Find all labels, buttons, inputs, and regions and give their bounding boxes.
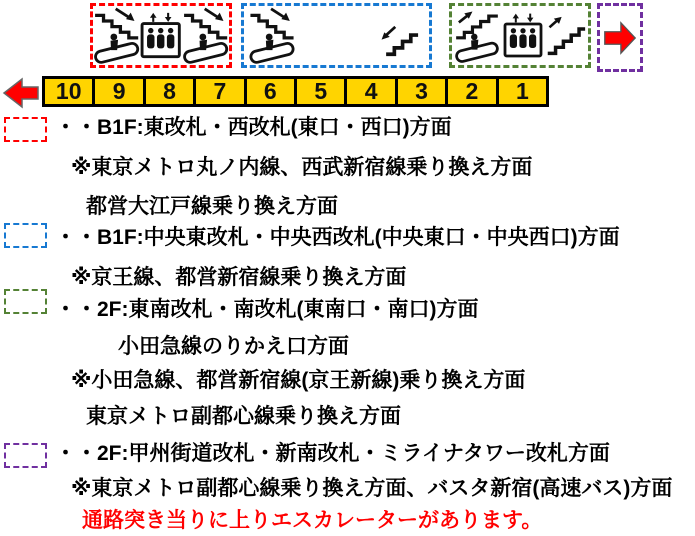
legend-line: ※東京メトロ副都心線乗り換え方面、バスタ新宿(高速バス)方面: [71, 477, 673, 500]
legend-line: ・・2F:東南改札・南改札(東南口・南口)方面: [55, 298, 479, 321]
car-cell-7: 7: [196, 79, 246, 104]
car-cell-6: 6: [247, 79, 297, 104]
legend-swatch-blue: [4, 223, 47, 248]
car-cell-2: 2: [448, 79, 498, 104]
stairs-down-icon: [377, 14, 419, 58]
stairs-down-escalator-icon: [248, 6, 296, 66]
legend-line: ※東京メトロ丸ノ内線、西武新宿線乗り換え方面: [71, 156, 533, 179]
legend-line: 小田急線のりかえ口方面: [118, 335, 349, 358]
stairs-down-escalator-icon: [93, 6, 140, 66]
car-cell-10: 10: [45, 79, 95, 104]
car-position-bar: [42, 76, 549, 107]
arrow-left-icon: [2, 77, 40, 109]
arrow-right-icon: [603, 17, 637, 59]
legend-line: ・・2F:甲州街道改札・新南改札・ミライナタワー改札方面: [55, 442, 610, 465]
legend-line: 都営大江戸線乗り換え方面: [86, 195, 338, 218]
legend-swatch-red: [4, 117, 47, 142]
exit-group-b1f-central: [241, 3, 432, 68]
car-cell-5: 5: [297, 79, 347, 104]
legend-swatch-purple: [4, 443, 47, 468]
legend-line: ・・B1F:東改札・西改札(東口・西口)方面: [55, 116, 452, 139]
car-cell-9: 9: [95, 79, 145, 104]
exit-group-b1f-east-west: [90, 3, 232, 68]
legend-line: 東京メトロ副都心線乗り換え方面: [86, 405, 401, 428]
stairs-up-icon: [546, 15, 586, 57]
elevator-icon: [140, 11, 181, 61]
car-cell-4: 4: [347, 79, 397, 104]
car-cell-3: 3: [398, 79, 448, 104]
exit-group-2f-koshukaido: [597, 3, 643, 72]
legend-line: ・・B1F:中央東改札・中央西改札(中央東口・中央西口)方面: [55, 226, 620, 249]
legend-warning-text: 通路突き当りに上りエスカレーターがあります。: [82, 509, 543, 532]
exit-group-2f-southeast-south: [449, 3, 591, 68]
legend-swatch-green: [4, 289, 47, 314]
legend-line: ※京王線、都営新宿線乗り換え方面: [71, 266, 407, 289]
car-cell-1: 1: [515, 78, 529, 104]
legend-line: ※小田急線、都営新宿線(京王新線)乗り換え方面: [71, 369, 526, 392]
elevator-icon: [503, 12, 543, 60]
car-cell-8: 8: [146, 79, 196, 104]
stairs-down-escalator-icon: [182, 6, 229, 66]
stairs-up-escalator-icon: [454, 7, 500, 65]
